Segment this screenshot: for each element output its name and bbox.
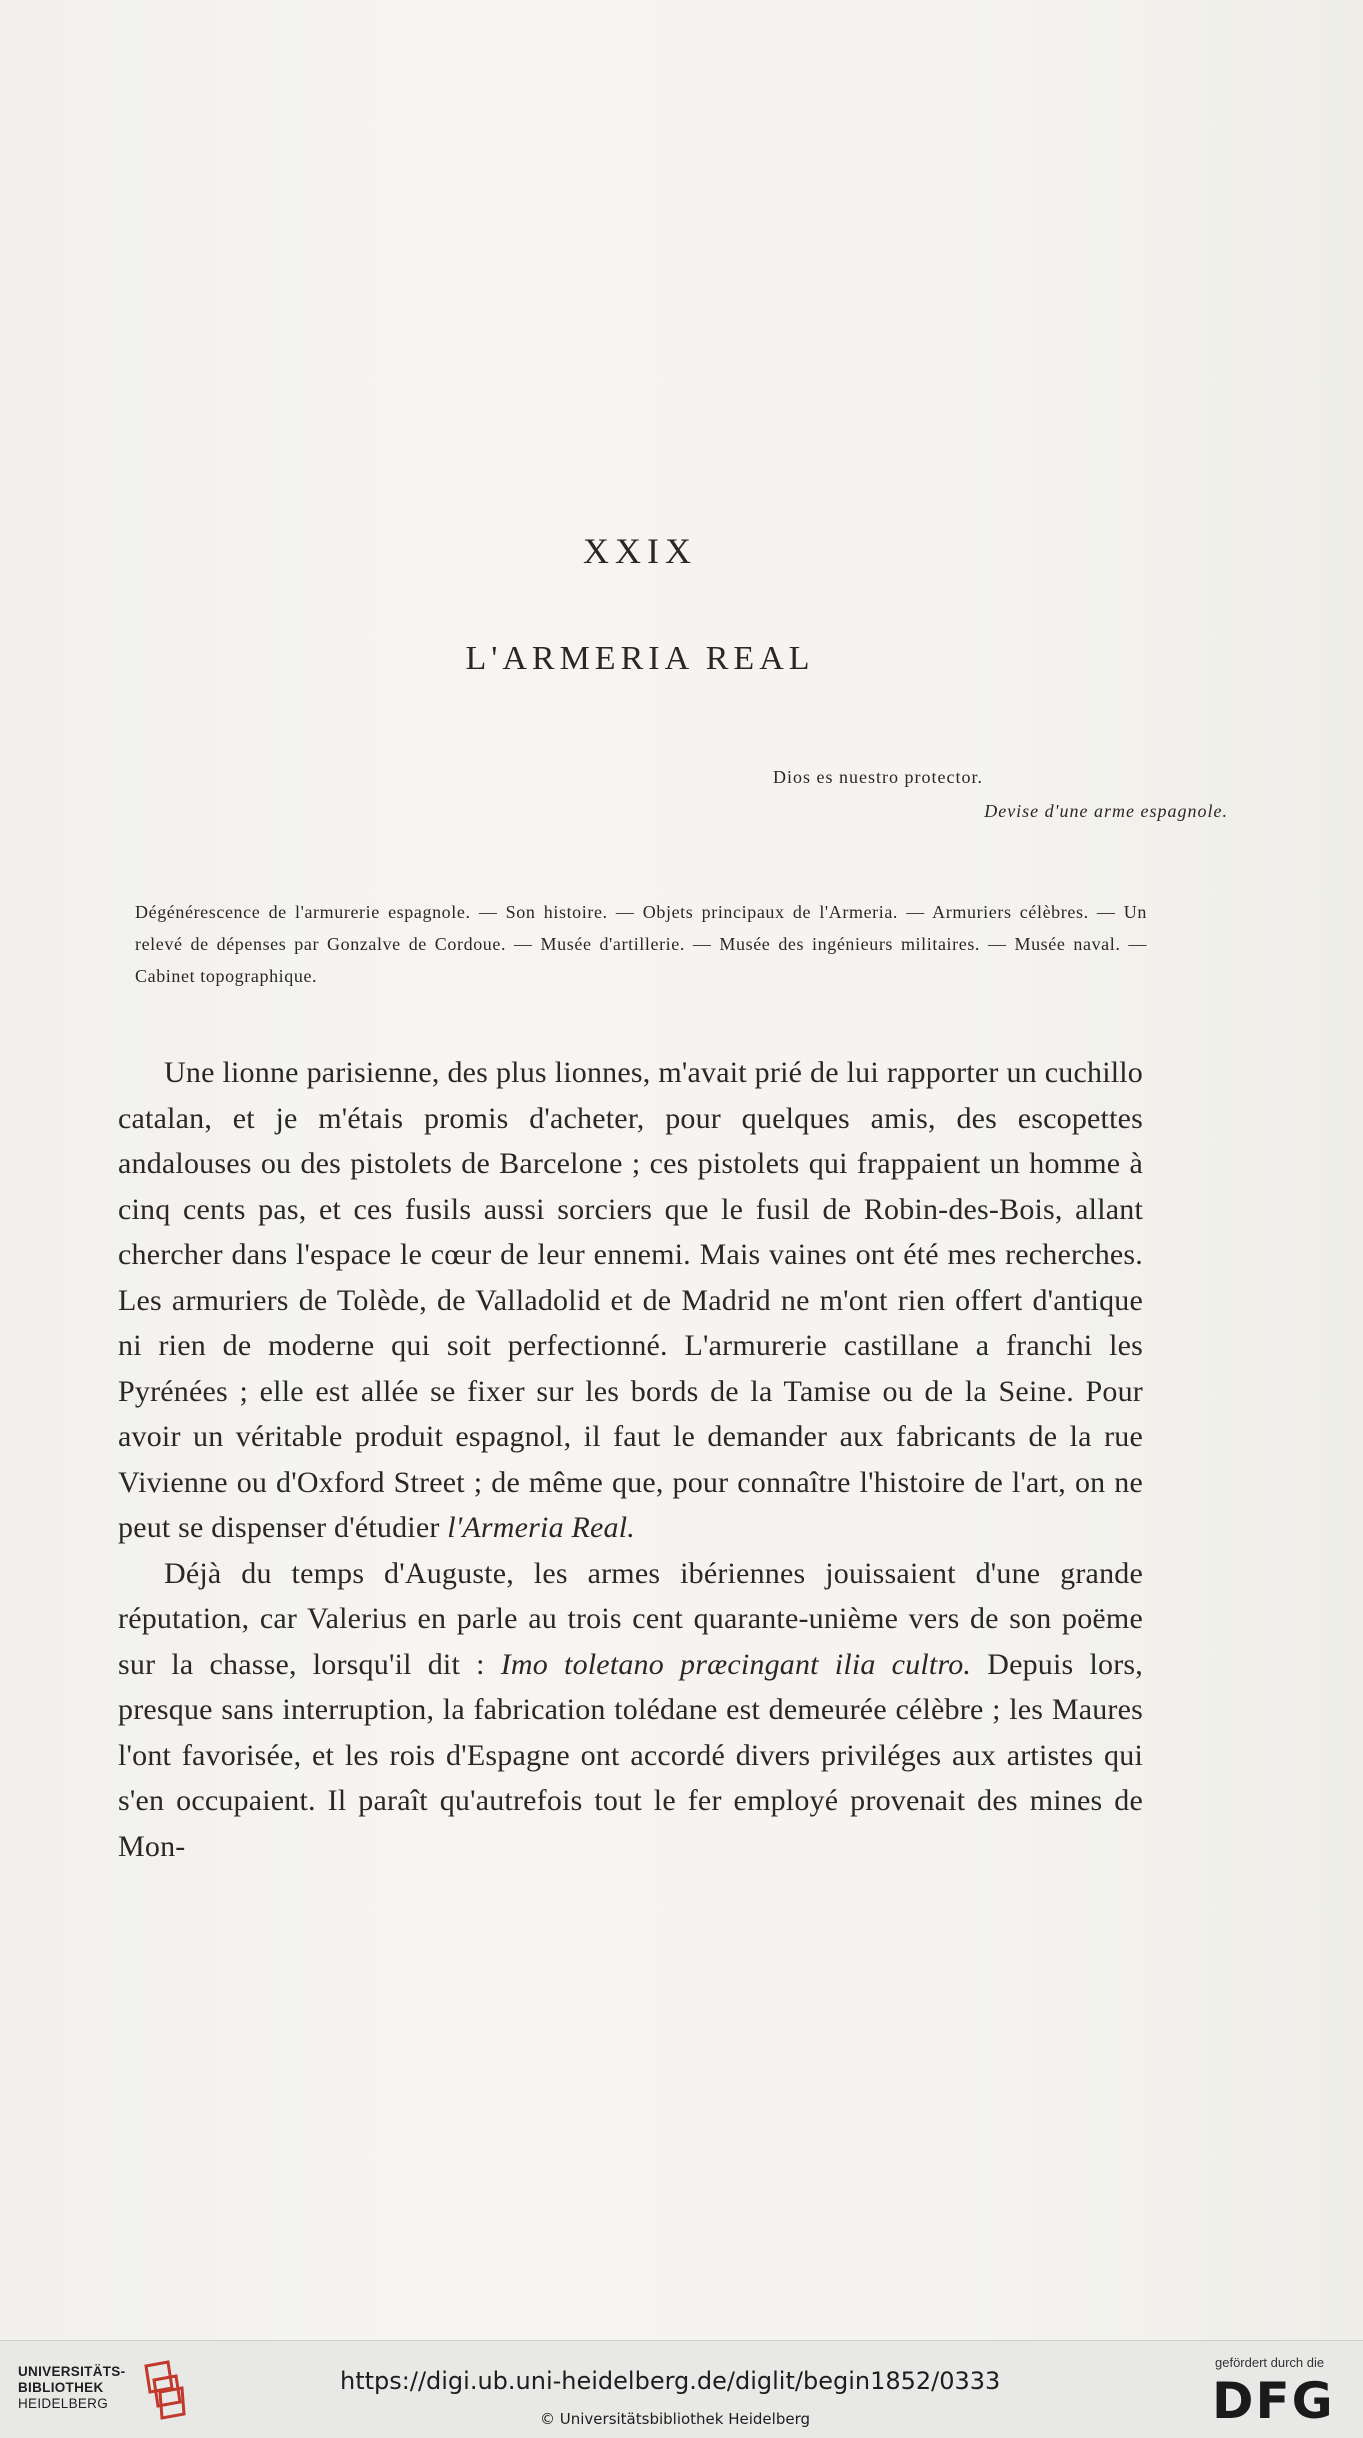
paragraph-1-italic: l'Armeria Real. xyxy=(447,1511,635,1544)
epigraph-attribution: Devise d'une arme espagnole. xyxy=(984,801,1228,821)
epigraph-quote: Dios es nuestro protector. xyxy=(773,767,983,787)
library-emblem-icon xyxy=(138,2358,190,2422)
library-name-line1: UNIVERSITÄTS- xyxy=(18,2364,126,2379)
copyright-notice: © Universitätsbibliothek Heidelberg xyxy=(540,2410,811,2428)
paragraph-2-text-a: Déjà du temps d'Auguste, les armes ibériennes jouissaient d'une grande réputation, car Valerius en parle au trois cent quarante-unième vers de son poëme sur la chasse, lorsqu'il dit : xyxy=(118,1556,1143,1681)
paragraph-1 xyxy=(118,1050,1143,1551)
sponsor-text: gefördert durch die xyxy=(1215,2355,1325,2370)
chapter-summary: Dégénérescence de l'armurerie espagnole. — Son histoire. — Objets principaux de l'Armeria. — Armuriers célèbres. — Un relevé de dépenses par Gonzalve de Cordoue. — Musée d'artillerie. — Musée des ingénieurs militaires. — Musée naval. — Cabinet topographique. xyxy=(135,902,1147,986)
body-text xyxy=(118,1050,1143,1869)
epigraph xyxy=(743,760,1363,828)
library-name-line3: HEIDELBERG xyxy=(18,2396,109,2411)
chapter-number: XXIX xyxy=(583,531,697,571)
dfg-logo[interactable]: DFG xyxy=(1212,2372,1335,2430)
permalink-url[interactable]: https://digi.ub.uni-heidelberg.de/diglit/begin1852/0333 xyxy=(340,2367,1001,2395)
paragraph-2-text-b: Depuis lors, presque sans interruption, la fabrication tolédane est demeurée célèbre ; les Maures l'ont favorisée, et les rois d'Espagne ont accordé divers priviléges aux artistes qui s'en occupaient. Il paraît qu'autrefois tout le fer employé provenait des mines de Mon- xyxy=(118,1647,1143,1863)
paragraph-2-latin-quote: Imo toletano præcingant ilia cultro. xyxy=(500,1647,972,1681)
paragraph-2 xyxy=(118,1551,1143,1870)
chapter-title: L'ARMERIA REAL xyxy=(465,640,815,677)
library-name-line2: BIBLIOTHEK xyxy=(18,2380,104,2395)
paragraph-1-text: Une lionne parisienne, des plus lionnes, m'avait prié de lui rapporter un cuchillo catalan, et je m'étais promis d'acheter, pour quelques amis, des escopettes andalouses ou des pistolets de Barcelone ; ces pistolets qui frappaient un homme à cinq cents pas, et ces fusils aussi sorciers que le fusil de Robin-des-Bois, allant chercher dans l'espace le cœur de leur ennemi. Mais vaines ont été mes recherches. Les armuriers de Tolède, de Valladolid et de Madrid ne m'ont rien offert d'antique ni rien de moderne qui soit perfectionné. L'armurerie castillane a franchi les Pyrénées ; elle est allée se fixer sur les bords de la Tamise ou de la Seine. Pour avoir un véritable produit espagnol, il faut le demander aux fabricants de la rue Vivienne ou d'Oxford Street ; de même que, pour connaître l'histoire de l'art, on ne peut se dispenser d'étudier xyxy=(118,1056,1143,1544)
